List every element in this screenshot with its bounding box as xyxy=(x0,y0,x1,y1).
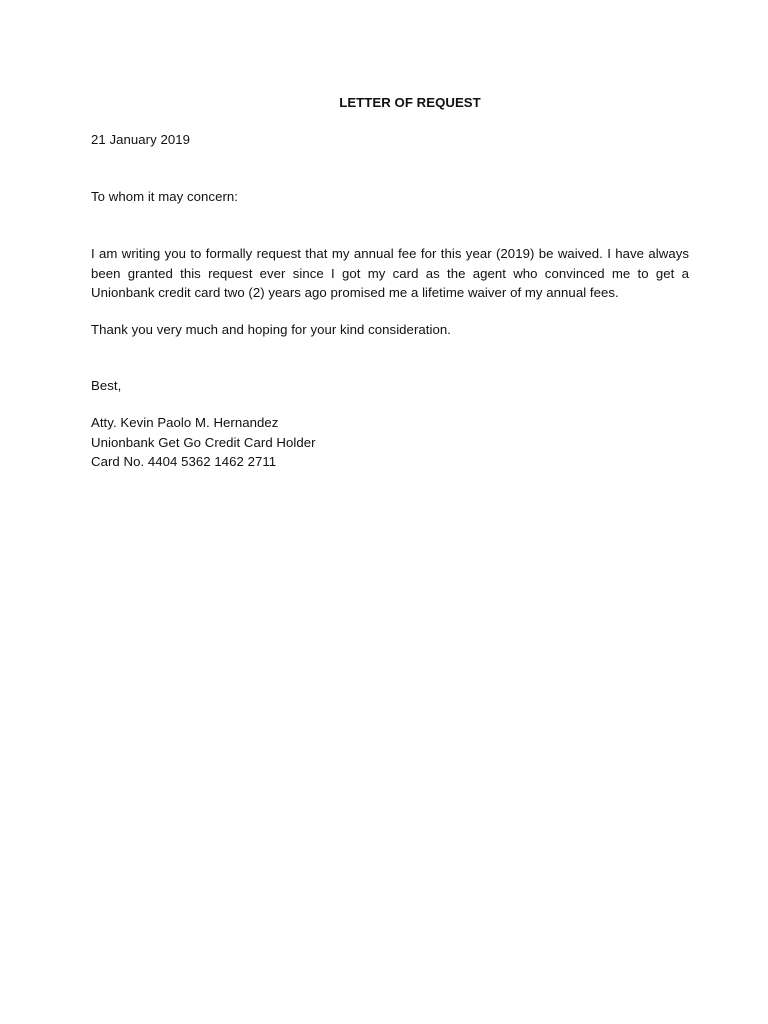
letter-thanks: Thank you very much and hoping for your kind consideration. xyxy=(91,322,451,338)
letter-closing: Best, xyxy=(91,378,122,394)
signature-card-number: Card No. 4404 5362 1462 2711 xyxy=(91,454,277,470)
letter-paragraph: I am writing you to formally request that my annual fee for this year (2019) be waived. I have always been granted this request ever since I got my card as the agent who convinced me to get a Unionbank credit card two (2) years ago promised me a lifetime waiver of my annual fees. xyxy=(91,246,689,300)
signature-block xyxy=(91,413,689,471)
letter-title: LETTER OF REQUEST xyxy=(339,95,481,110)
signature-role: Unionbank Get Go Credit Card Holder xyxy=(91,434,316,450)
letter-date: 21 January 2019 xyxy=(91,132,190,147)
letter-salutation: To whom it may concern: xyxy=(91,189,238,205)
letter-body xyxy=(91,93,689,472)
signature-name: Atty. Kevin Paolo M. Hernandez xyxy=(91,415,279,431)
